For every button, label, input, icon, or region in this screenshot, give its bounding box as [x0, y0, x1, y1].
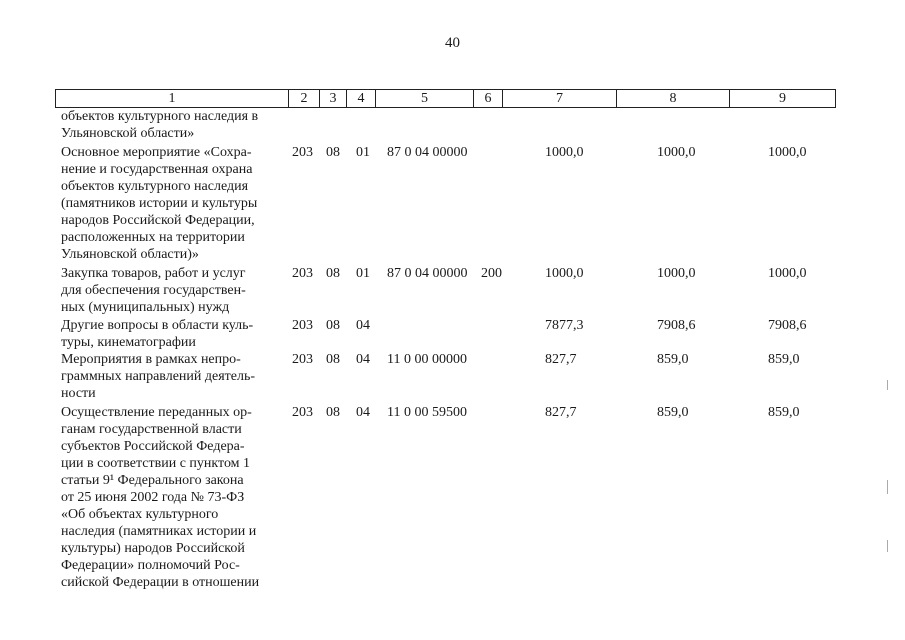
cell-col-4: 04: [356, 352, 370, 367]
header-col-6: 6: [474, 90, 503, 107]
row-description: [61, 317, 281, 351]
description-line: Федерации» полномочий Рос-: [61, 558, 240, 573]
header-col-2: 2: [289, 90, 320, 107]
description-line: Мероприятия в рамках непро-: [61, 352, 241, 367]
description-line: ции в соответствии с пунктом 1: [61, 456, 251, 471]
description-line: Ульяновской области»: [61, 126, 195, 141]
description-line: ганам государственной власти: [61, 422, 242, 437]
cell-col-2: 203: [292, 318, 313, 333]
row-description: [61, 351, 281, 402]
cell-col-3: 08: [326, 352, 340, 367]
cell-col-4: 01: [356, 266, 370, 281]
cell-col-7: 1000,0: [545, 266, 584, 281]
cell-col-7: 827,7: [545, 405, 577, 420]
cell-col-6: 200: [481, 266, 502, 281]
description-line: расположенных на территории: [61, 230, 245, 245]
header-col-4: 4: [347, 90, 376, 107]
row-description: [61, 108, 281, 142]
cell-col-9: 1000,0: [768, 266, 807, 281]
cell-col-8: 7908,6: [657, 318, 696, 333]
header-col-1: 1: [56, 90, 289, 107]
cell-col-5: 11 0 00 59500: [387, 405, 467, 420]
cell-col-4: 04: [356, 405, 370, 420]
scan-mark: [887, 480, 888, 494]
cell-col-7: 827,7: [545, 352, 577, 367]
cell-col-8: 859,0: [657, 352, 689, 367]
row-description: [61, 404, 281, 591]
cell-col-2: 203: [292, 266, 313, 281]
description-line: Закупка товаров, работ и услуг: [61, 266, 246, 281]
description-line: ных (муниципальных) нужд: [61, 300, 230, 315]
cell-col-5: 87 0 04 00000: [387, 266, 468, 281]
cell-col-2: 203: [292, 352, 313, 367]
page-number: 40: [445, 35, 460, 51]
header-col-8: 8: [617, 90, 730, 107]
cell-col-7: 7877,3: [545, 318, 584, 333]
description-line: от 25 июня 2002 года № 73-ФЗ: [61, 490, 245, 505]
description-line: Ульяновской области)»: [61, 247, 199, 262]
description-line: «Об объектах культурного: [61, 507, 219, 522]
cell-col-2: 203: [292, 405, 313, 420]
description-line: объектов культурного наследия в: [61, 109, 259, 124]
table-header: [55, 89, 836, 108]
row-description: [61, 265, 281, 316]
description-line: Основное мероприятие «Сохра-: [61, 145, 252, 160]
description-line: нение и государственная охрана: [61, 162, 253, 177]
cell-col-4: 01: [356, 145, 370, 160]
cell-col-8: 859,0: [657, 405, 689, 420]
description-line: народов Российской Федерации,: [61, 213, 255, 228]
cell-col-2: 203: [292, 145, 313, 160]
description-line: наследия (памятниках истории и: [61, 524, 257, 539]
cell-col-5: 87 0 04 00000: [387, 145, 468, 160]
cell-col-5: 11 0 00 00000: [387, 352, 467, 367]
cell-col-3: 08: [326, 318, 340, 333]
cell-col-3: 08: [326, 266, 340, 281]
header-col-7: 7: [503, 90, 617, 107]
cell-col-8: 1000,0: [657, 266, 696, 281]
description-line: для обеспечения государствен-: [61, 283, 246, 298]
scan-mark: [887, 540, 888, 552]
description-line: Другие вопросы в области куль-: [61, 318, 254, 333]
description-line: объектов культурного наследия: [61, 179, 249, 194]
description-line: Осуществление переданных ор-: [61, 405, 252, 420]
description-line: (памятников истории и культуры: [61, 196, 258, 211]
cell-col-4: 04: [356, 318, 370, 333]
cell-col-8: 1000,0: [657, 145, 696, 160]
cell-col-3: 08: [326, 405, 340, 420]
description-line: граммных направлений деятель-: [61, 369, 256, 384]
cell-col-9: 859,0: [768, 405, 800, 420]
header-col-9: 9: [730, 90, 836, 107]
description-line: сийской Федерации в отношении: [61, 575, 260, 590]
cell-col-9: 1000,0: [768, 145, 807, 160]
row-description: [61, 144, 281, 263]
cell-col-9: 7908,6: [768, 318, 807, 333]
description-line: субъектов Российской Федера-: [61, 439, 245, 454]
scan-mark: [887, 380, 888, 390]
description-line: культуры) народов Российской: [61, 541, 245, 556]
header-col-3: 3: [320, 90, 347, 107]
description-line: туры, кинематографии: [61, 335, 196, 350]
description-line: статьи 9¹ Федерального закона: [61, 473, 244, 488]
description-line: ности: [61, 386, 96, 401]
cell-col-7: 1000,0: [545, 145, 584, 160]
header-col-5: 5: [376, 90, 474, 107]
cell-col-3: 08: [326, 145, 340, 160]
cell-col-9: 859,0: [768, 352, 800, 367]
